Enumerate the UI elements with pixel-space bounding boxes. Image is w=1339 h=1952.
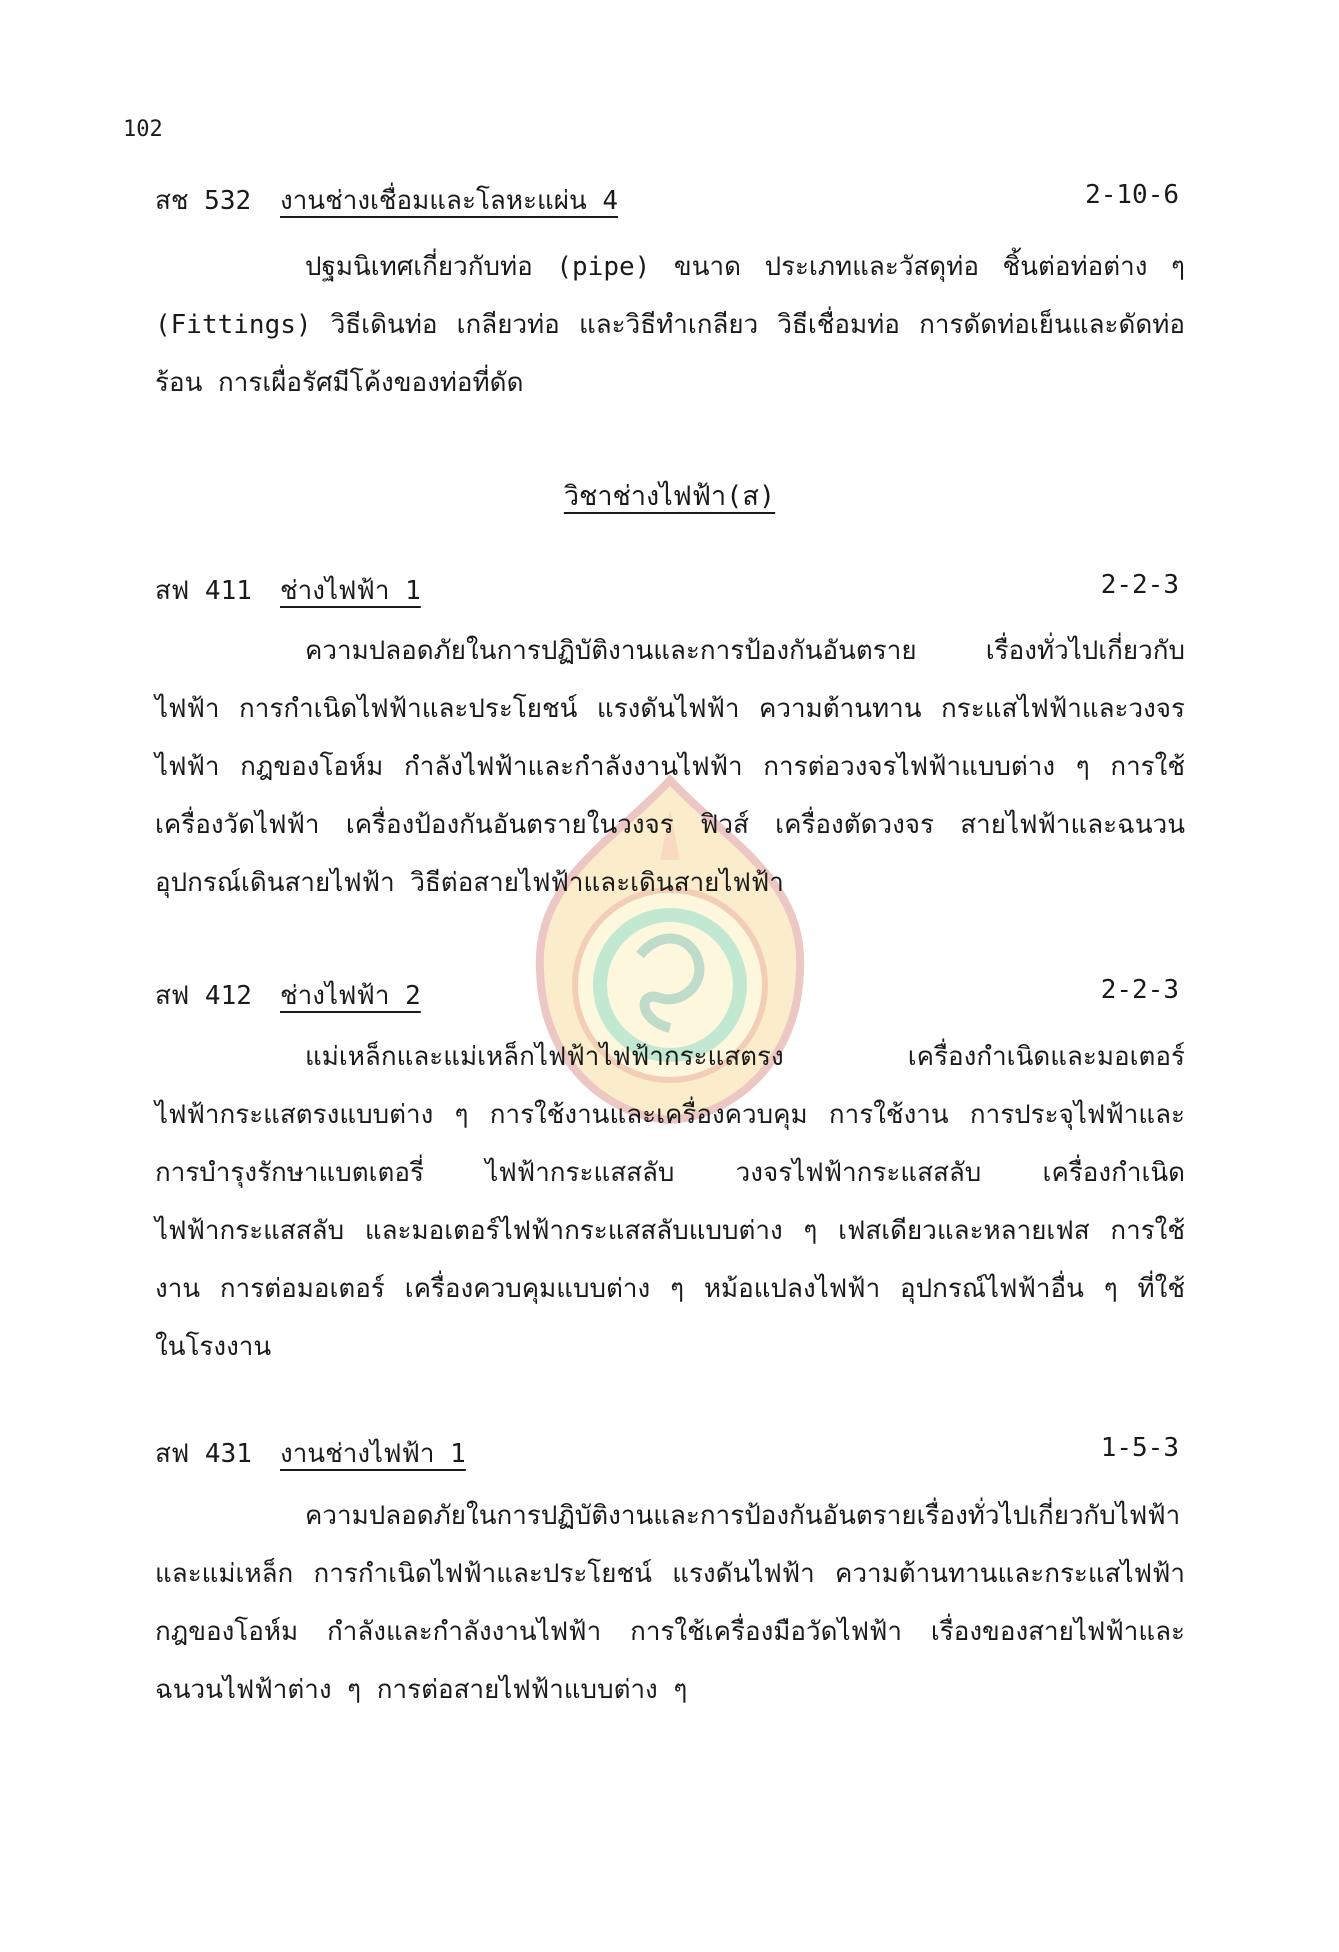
course-description: ความปลอดภัยในการปฏิบัติงานและการป้องกันอันตราย เรื่องทั่วไปเกี่ยวกับไฟฟ้า การกำเนิดไฟฟ้าและประโยชน์ แรงดันไฟฟ้า ความต้านทาน กระแสไฟฟ้าและวงจรไฟฟ้า กฎของโอห์ม กำลังไฟฟ้าและกำลังงานไฟฟ้า การต่อวงจรไฟฟ้าแบบต่าง ๆ การใช้เครื่องวัดไฟฟ้า เครื่องป้องกันอันตรายในวงจร ฟิวส์ เครื่องตัดวงจร สายไฟฟ้าและฉนวน อุปกรณ์เดินสายไฟฟ้า วิธีต่อสายไฟฟ้าและเดินสายไฟฟ้า <box>155 636 1185 898</box>
course-description: ปฐมนิเทศเกี่ยวกับท่อ (pipe) ขนาด ประเภทและวัสดุท่อ ชิ้นต่อท่อต่าง ๆ (Fittings) วิธีเดินท่อ เกลียวท่อ และวิธีทำเกลียว วิธีเชื่อมท่อ การดัดท่อเย็นและดัดท่อร้อน การเผื่อรัศมีโค้งของท่อที่ดัด <box>155 252 1185 398</box>
course-heading <box>155 570 1179 606</box>
course-heading <box>155 1433 1179 1469</box>
course-credit: 2-2-3 <box>1100 570 1179 600</box>
section-title-text: วิชาช่างไฟฟ้า(ส) <box>563 481 776 512</box>
course-code: สฟ 411 <box>155 576 252 606</box>
course-title: ช่างไฟฟ้า 1 <box>280 576 421 606</box>
course-description: แม่เหล็กและแม่เหล็กไฟฟ้าไฟฟ้ากระแสตรง เครื่องกำเนิดและมอเตอร์ไฟฟ้ากระแสตรงแบบต่าง ๆ การใช้งานและเครื่องควบคุม การใช้งาน การประจุไฟฟ้าและการบำรุงรักษาแบตเตอรี่ ไฟฟ้ากระแสสลับ วงจรไฟฟ้ากระแสสลับ เครื่องกำเนิดไฟฟ้ากระแสสลับ และมอเตอร์ไฟฟ้ากระแสสลับแบบต่าง ๆ เฟสเดียวและหลายเฟส การใช้งาน การต่อมอเตอร์ เครื่องควบคุมแบบต่าง ๆ หม้อแปลงไฟฟ้า อุปกรณ์ไฟฟ้าอื่น ๆ ที่ใช้ในโรงงาน <box>155 1042 1185 1362</box>
course-heading <box>155 975 1179 1011</box>
course-title: งานช่างเชื่อมและโลหะแผ่น 4 <box>280 186 619 216</box>
course-title: ช่างไฟฟ้า 2 <box>280 981 421 1011</box>
section-title <box>0 474 1339 517</box>
course-heading <box>155 180 1179 216</box>
course-credit: 2-10-6 <box>1085 180 1179 210</box>
course-credit: 1-5-3 <box>1100 1433 1179 1463</box>
page-number: 102 <box>123 117 163 142</box>
course-code: สฟ 431 <box>155 1439 252 1469</box>
course-credit: 2-2-3 <box>1100 975 1179 1005</box>
course-title: งานช่างไฟฟ้า 1 <box>280 1439 466 1469</box>
course-code: สฟ 412 <box>155 981 252 1011</box>
course-description: ความปลอดภัยในการปฏิบัติงานและการป้องกันอันตรายเรื่องทั่วไปเกี่ยวกับไฟฟ้าและแม่เหล็ก การกำเนิดไฟฟ้าและประโยชน์ แรงดันไฟฟ้า ความต้านทานและกระแสไฟฟ้า กฎของโอห์ม กำลังและกำลังงานไฟฟ้า การใช้เครื่องมือวัดไฟฟ้า เรื่องของสายไฟฟ้าและฉนวนไฟฟ้าต่าง ๆ การต่อสายไฟฟ้าแบบต่าง ๆ <box>155 1501 1185 1705</box>
course-code: สช 532 <box>155 186 252 216</box>
